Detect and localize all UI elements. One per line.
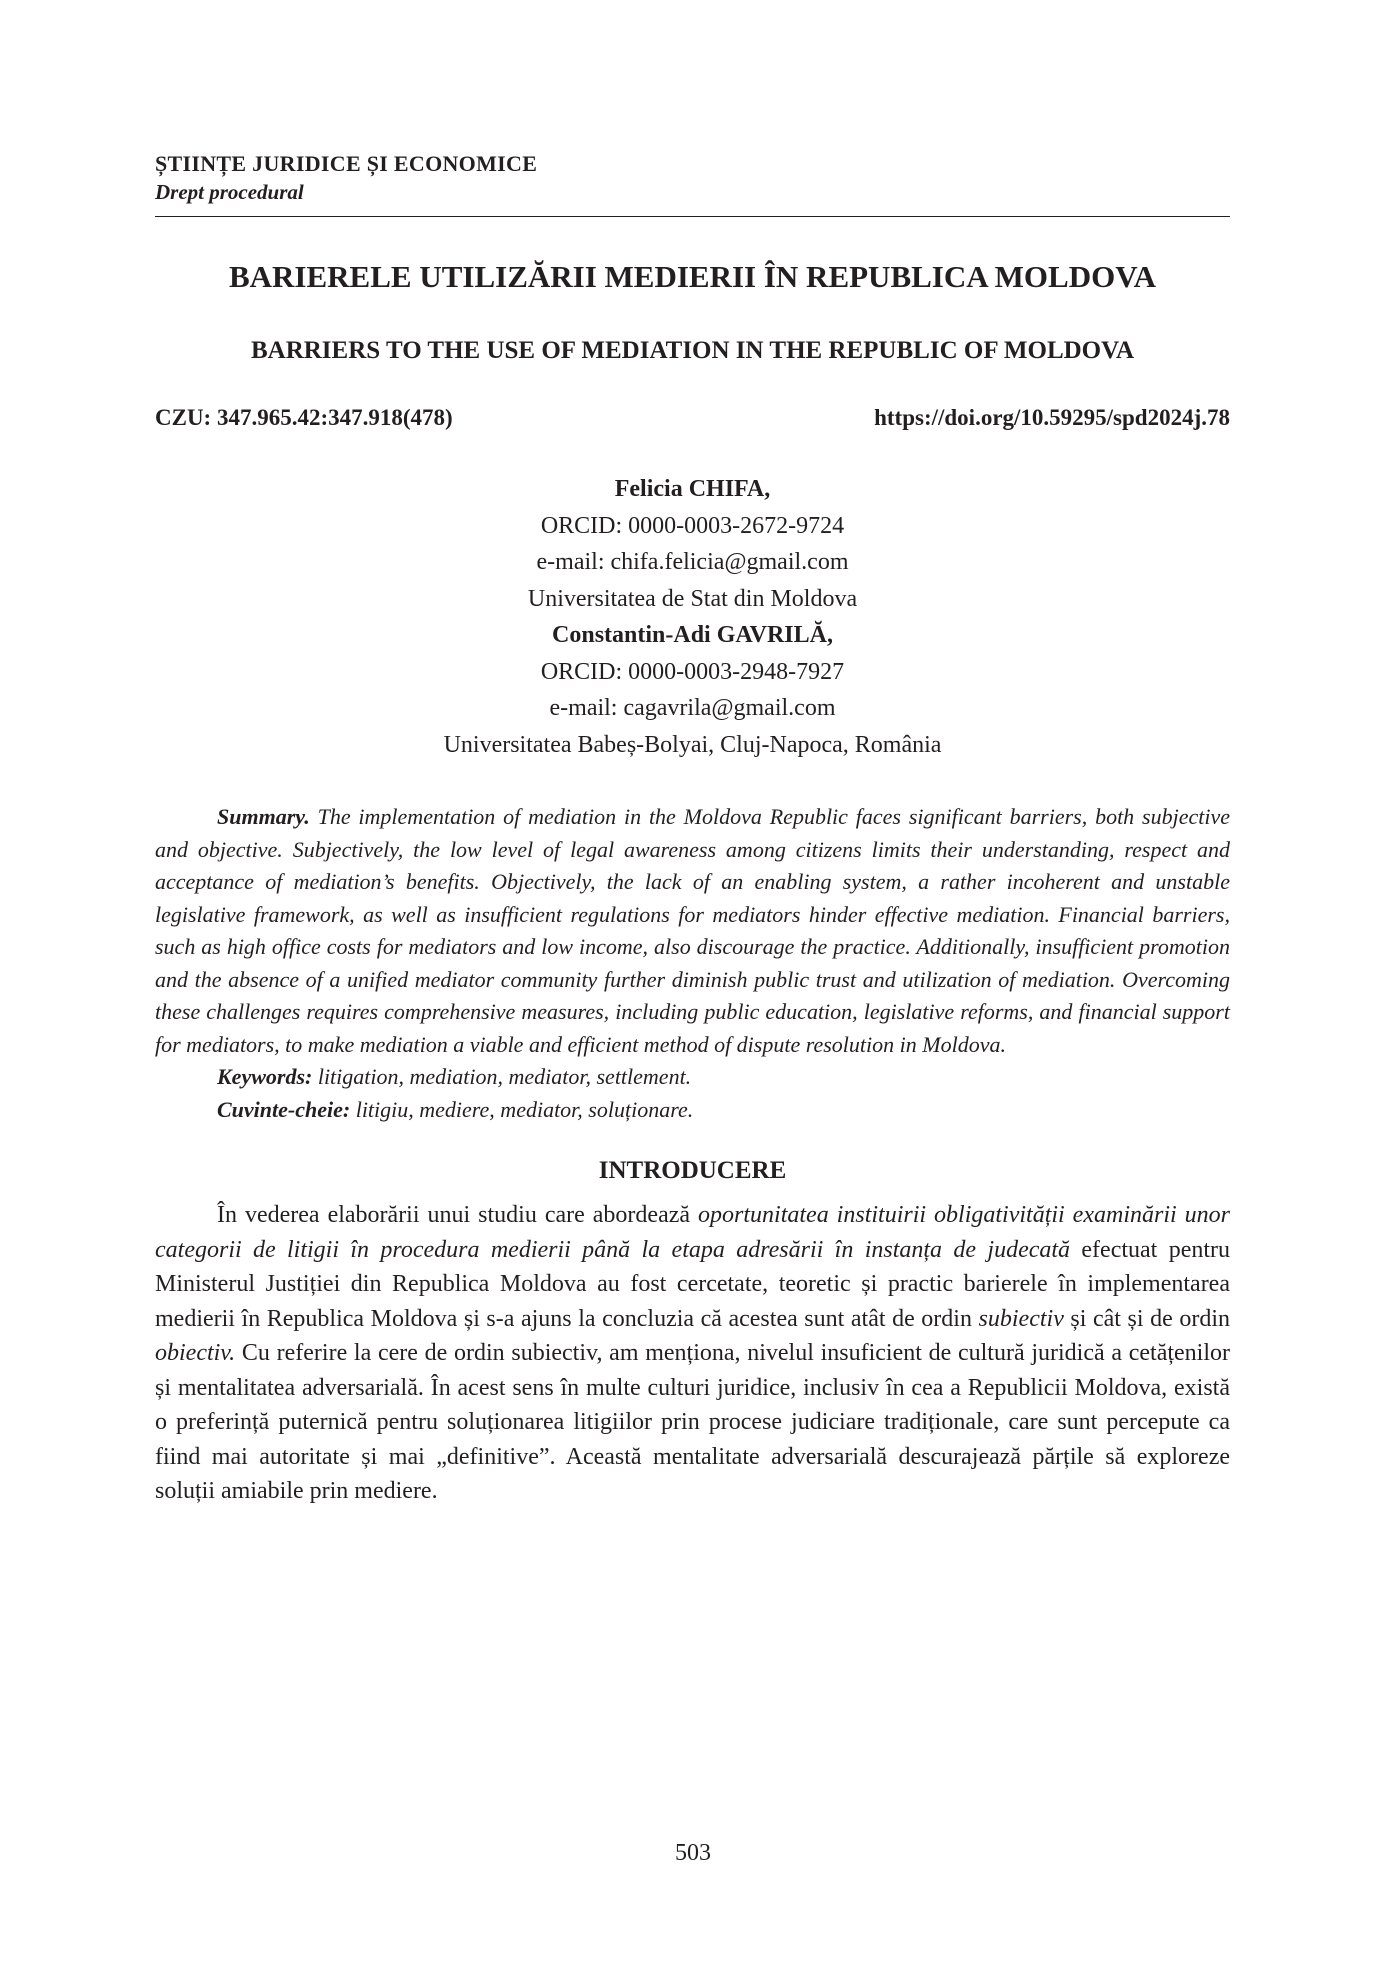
- introduction-body: [155, 1198, 1230, 1509]
- keywords-line: [155, 1061, 1230, 1094]
- keywords-ro-line: [155, 1094, 1230, 1127]
- keywords-label: Keywords:: [217, 1064, 313, 1089]
- intro-text-2: efectuat pentru Ministerul Justiției din Republica Moldova au fost cercetate, teoretic și practic barierele în implementarea medierii în Republica Moldova și s-a ajuns la concluzia că acestea sunt atât de ordin: [155, 1236, 1231, 1332]
- abstract-label: Summary.: [217, 804, 310, 829]
- author-email[interactable]: e-mail: cagavrila@gmail.com: [549, 695, 836, 721]
- czu-code: CZU: 347.965.42:347.918(478): [155, 405, 453, 430]
- abstract-paragraph: [155, 801, 1230, 1061]
- header-divider: [155, 216, 1230, 217]
- abstract-text: The implementation of mediation in the Moldova Republic faces significant barriers, both subjective and objective. Subjectively, the low level of legal awareness among citizens limits their understanding, respect and acceptance of mediation’s benefits. Objectively, the lack of an enabling system, a rather incoherent and unstable legislative framework, as well as insufficient regulations for mediators hinder effective mediation. Financial barriers, such as high office costs for mediators and low income, also discourage the practice. Additionally, insufficient promotion and the absence of a unified mediator community further diminish public trust and utilization of mediation. Overcoming these challenges requires comprehensive measures, including public education, legislative reforms, and financial support for mediators, to make mediation a viable and efficient method of dispute resolution in Moldova.: [155, 804, 1230, 1057]
- author-affiliation: Universitatea Babeș-Bolyai, Cluj-Napoca, România: [443, 731, 942, 758]
- doi-link[interactable]: https://doi.org/10.59295/spd2024j.78: [874, 405, 1230, 430]
- author-affiliation: Universitatea de Stat din Moldova: [527, 585, 858, 612]
- intro-text-3: și cât și de ordin: [1063, 1305, 1230, 1332]
- header-section-title: ȘTIINȚE JURIDICE ȘI ECONOMICE: [155, 151, 538, 176]
- author-name: Constantin-Adi GAVRILĂ,: [552, 622, 833, 648]
- introduction-paragraph: [155, 1198, 1230, 1509]
- intro-emphasis-2: subiectiv: [978, 1305, 1064, 1332]
- author-orcid: ORCID: 0000-0003-2672-9724: [540, 512, 845, 539]
- keywords-ro-text: litigiu, mediere, mediator, soluționare.: [355, 1096, 694, 1122]
- page-number: 503: [675, 1840, 711, 1866]
- keywords-text: litigation, mediation, mediator, settlement.: [317, 1064, 692, 1089]
- authors-block: [155, 471, 1230, 763]
- article-title-ro: BARIERELE UTILIZĂRII MEDIERII ÎN REPUBLICA MOLDOVA: [228, 259, 1157, 294]
- author-name: Felicia CHIFA,: [614, 476, 771, 502]
- article-title-en: BARRIERS TO THE USE OF MEDIATION IN THE REPUBLIC OF MOLDOVA: [250, 337, 1135, 364]
- intro-emphasis-1: oportunitatea instituirii obligativității examinării unor categorii de litigii în procedura medierii până la etapa adresării în instanța de judecată: [155, 1202, 1230, 1263]
- author-orcid: ORCID: 0000-0003-2948-7927: [540, 658, 845, 685]
- section-heading-introduction: INTRODUCERE: [598, 1157, 787, 1184]
- keywords-ro-label: Cuvinte-cheie:: [217, 1096, 351, 1122]
- intro-emphasis-3: obiectiv.: [155, 1340, 236, 1366]
- author-email[interactable]: e-mail: chifa.felicia@gmail.com: [536, 549, 849, 575]
- header-subsection: Drept procedural: [155, 180, 304, 204]
- identifiers-row: [155, 403, 1230, 433]
- abstract: [155, 801, 1230, 1061]
- intro-text-4: Cu referire la cere de ordin subiectiv, am menționa, nivelul insuficient de cultură juridică a cetățenilor și mentalitatea adversarială. În acest sens în multe culturi juridice, inclusiv în cea a Republicii Moldova, există o preferință puternică pentru soluționarea litigiilor prin procese judiciare tradiționale, care sunt percepute ca fiind mai autoritate și mai „definitive”. Această mentalitate adversarială descurajează părțile să exploreze soluții amiabile prin mediere.: [155, 1340, 1230, 1504]
- intro-text-1: În vederea elaborării unui studiu care abordează: [217, 1202, 699, 1228]
- paper-page: [155, 150, 1230, 1509]
- running-header: [155, 150, 1230, 217]
